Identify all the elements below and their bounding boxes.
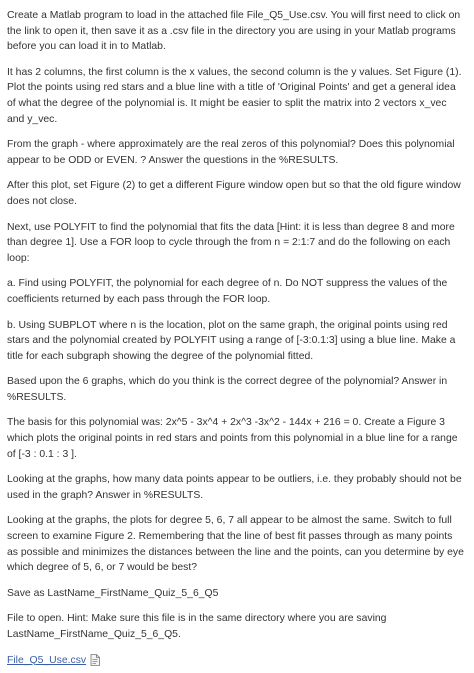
step-a-paragraph: a. Find using POLYFIT, the polynomial for each degree of n. Do NOT suppress the values of the coefficients returned by each pass through the FOR loop. [7, 278, 448, 305]
outliers-question-paragraph: Looking at the graphs, how many data points appear to be outliers, i.e. they probably should not be used in the graph? Answer in %RESULTS. [7, 474, 462, 501]
step-b-paragraph: b. Using SUBPLOT where n is the location, plot on the same graph, the original points using red stars and the polynomial created by POLYFIT using a range of [-3:0.1:3] using a blue line. Make a title for each subgraph showing the degree of the polynomial fitted. [7, 319, 456, 362]
attachment-row [7, 653, 466, 669]
polyfit-paragraph: Next, use POLYFIT to find the polynomial that fits the data [Hint: it is less than degree 8 and more than degree 1]. Use a FOR loop to cycle through the from n = 2:1:7 and do the following on each loop: [7, 221, 455, 264]
figure2-paragraph: After this plot, set Figure (2) to get a different Figure window open but so that the old figure window does not close. [7, 180, 461, 207]
file-hint-paragraph: File to open. Hint: Make sure this file is in the same directory where you are saving LastName_FirstName_Quiz_5_6_Q5. [7, 613, 387, 640]
degree-question-paragraph: Based upon the 6 graphs, which do you think is the correct degree of the polynomial? Answer in %RESULTS. [7, 376, 448, 403]
best-degree-paragraph: Looking at the graphs, the plots for degree 5, 6, 7 all appear to be almost the same. Switch to full screen to examine Figure 2. Remembering that the line of best fit passes through as many points as possible and minimizes the distances between the line and the points, can you determine by eye which degree of 5, 6, or 7 would be best? [7, 515, 464, 574]
figure1-paragraph: It has 2 columns, the first column is the x values, the second column is the y values. Set Figure (1). Plot the points using red stars and a blue line with a title of 'Original Points' and get a general idea of what the degree of the polynomial is. It might be easier to split the matrix into 2 vectors x_vec and y_vec. [7, 66, 462, 125]
save-as-paragraph: Save as LastName_FirstName_Quiz_5_6_Q5 [7, 587, 219, 599]
intro-paragraph: Create a Matlab program to load in the attached file File_Q5_Use.csv. You will first need to click on the link to open it, then save it as a .csv file in the directory you are using in your Matlab programs before you can load it in to Matlab. [7, 10, 461, 53]
polynomial-basis-paragraph: The basis for this polynomial was: 2x^5 - 3x^4 + 2x^3 -3x^2 - 144x + 216 = 0. Create a Figure 3 which plots the original points in red stars and points from this polynomial in a blue line for a range of [-3 : 0.1 : 3 ]. [7, 417, 458, 460]
file-preview-icon[interactable] [90, 654, 100, 666]
attachment-link[interactable]: File_Q5_Use.csv [7, 654, 87, 666]
zeros-question-paragraph: From the graph - where approximately are the real zeros of this polynomial? Does this polynomial appear to be ODD or EVEN. ? Answer the questions in the %RESULTS. [7, 139, 455, 166]
